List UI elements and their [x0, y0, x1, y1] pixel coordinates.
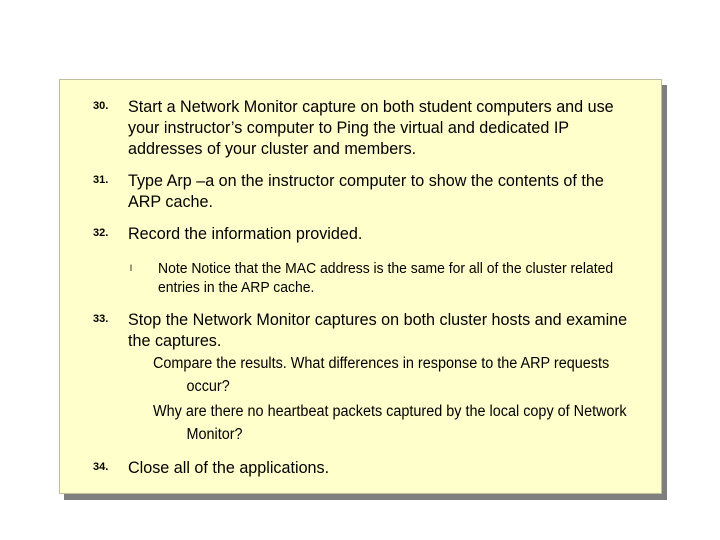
note-text: Note Notice that the MAC address is the same for all of the cluster related entries in the ARP cache.	[158, 260, 614, 296]
step-number: 30.	[93, 100, 109, 112]
slide-content-box	[59, 79, 662, 494]
step-text: Start a Network Monitor capture on both student computers and use your instructor’s computer to Ping the virtual and dedicated IP addresses of your cluster and members.	[128, 97, 614, 158]
step-number: 31.	[93, 174, 109, 186]
bullet-icon: l	[130, 263, 132, 273]
step-number: 32.	[93, 227, 109, 239]
step-text: Stop the Network Monitor captures on both cluster hosts and examine the captures.	[128, 310, 628, 350]
question-text: Why are there no heartbeat packets captured by the local copy of Network Monitor?	[153, 403, 627, 443]
question-text: Compare the results. What differences in response to the ARP requests occur?	[153, 355, 610, 395]
step-text: Close all of the applications.	[128, 458, 330, 477]
step-text: Record the information provided.	[128, 224, 363, 243]
step-number: 34.	[93, 461, 109, 473]
step-text: Type Arp –a on the instructor computer to show the contents of the ARP cache.	[128, 171, 604, 211]
step-number: 33.	[93, 313, 109, 325]
